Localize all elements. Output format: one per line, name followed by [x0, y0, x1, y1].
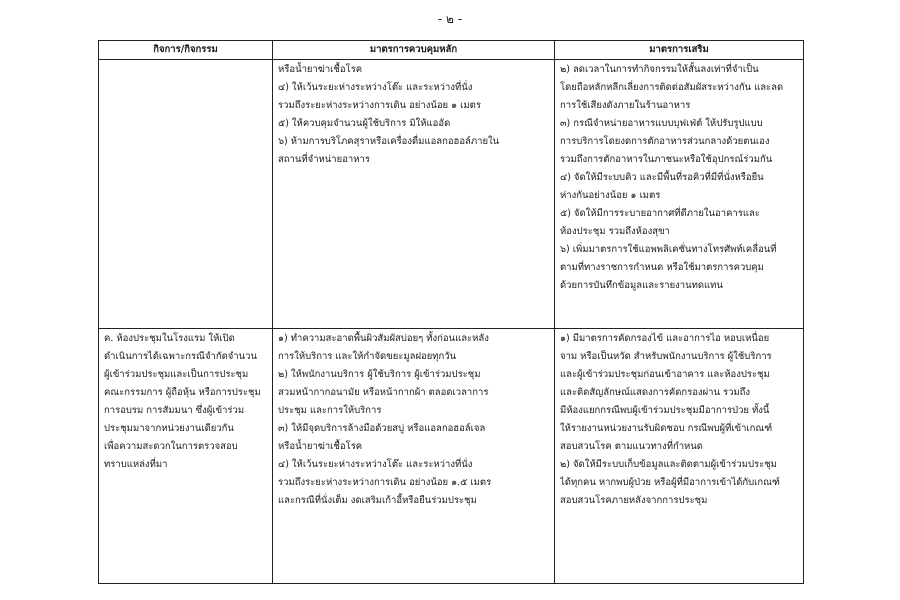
text-line: จาม หรือเป็นหวัด สำหรับพนักงานบริการ ผู้ใช้บริการ — [560, 351, 772, 362]
text-line: ๔) ให้เว้นระยะห่างระหว่างโต๊ะ และระหว่างที่นั่ง — [278, 459, 473, 470]
text-line: ทราบแหล่งที่มา — [104, 459, 168, 470]
text-line: ๒) จัดให้มีระบบเก็บข้อมูลและติดตามผู้เข้าร่วมประชุม — [560, 459, 777, 470]
text-line: ๑) มีมาตรการคัดกรองไข้ และอาการไอ หอบเหนื่อย — [560, 333, 770, 344]
text-line: ประชุม และการให้บริการ — [278, 405, 382, 416]
text-line: คณะกรรมการ ผู้ถือหุ้น หรือการประชุม — [104, 387, 261, 398]
text-line: รวมถึงระยะห่างระหว่างการเดิน อย่างน้อย ๑ เมตร — [278, 100, 481, 111]
text-line: ห่างกันอย่างน้อย ๑ เมตร — [560, 190, 661, 201]
text-line: และกรณีที่นั่งเต็ม งดเสริมเก้าอี้หรือยืนร่วมประชุม — [278, 495, 477, 506]
text-line: เพื่อความสะดวกในการตรวจสอบ — [104, 441, 238, 452]
text-line: ตามที่ทางราชการกำหนด หรือใช้มาตรการควบคุม — [560, 262, 764, 273]
activity-cell — [99, 60, 273, 329]
text-line: ๖) ห้ามการบริโภคสุราหรือเครื่องดื่มแอลกอฮอล์ภายใน — [278, 136, 500, 147]
text-line: หรือน้ำยาฆ่าเชื้อโรค — [278, 64, 363, 75]
text-line: ๒) ลดเวลาในการทำกิจกรรมให้สั้นลงเท่าที่จำเป็น — [560, 64, 759, 75]
text-line: สอบสวนโรค ตามแนวทางที่กำหนด — [560, 441, 703, 452]
page-number: - ๒ - — [437, 12, 463, 26]
text-line: รวมถึงการตักอาหารในภาชนะหรือใช้อุปกรณ์ร่วมกัน — [560, 154, 773, 165]
header-main-measures: มาตรการควบคุมหลัก — [273, 41, 555, 60]
header-additional-measures: มาตรการเสริม — [555, 41, 804, 60]
text-line: ผู้เข้าร่วมประชุมและเป็นการประชุม — [104, 369, 249, 380]
text-line: หรือน้ำยาฆ่าเชื้อโรค — [278, 441, 363, 452]
text-line: และผู้เข้าร่วมประชุมก่อนเข้าอาคาร และห้องประชุม — [560, 369, 770, 380]
main-measures-cell — [273, 329, 555, 584]
text-line: ๔) จัดให้มีระบบคิว และมีพื้นที่รอคิวที่มีที่นั่งหรือยืน — [560, 172, 764, 183]
table-row — [99, 60, 804, 329]
text-line: ๕) ให้ควบคุมจำนวนผู้ใช้บริการ มิให้แออัด — [278, 118, 451, 129]
text-line: ด้วยการบันทึกข้อมูลและรายงานทดแทน — [560, 280, 723, 291]
text-line: ๒) ให้พนักงานบริการ ผู้ใช้บริการ ผู้เข้าร่วมประชุม — [278, 369, 481, 380]
text-line: การอบรม การสัมมนา ซึ่งผู้เข้าร่วม — [104, 405, 245, 416]
text-line: ให้รายงานหน่วยงานรับผิดชอบ กรณีพบผู้ที่เข้าเกณฑ์ — [560, 423, 773, 434]
text-line: การให้บริการ และให้กำจัดขยะมูลฝอยทุกวัน — [278, 351, 457, 362]
text-line: ๕) จัดให้มีการระบายอากาศที่ดีภายในอาคารและ — [560, 208, 760, 219]
table-row — [99, 329, 804, 584]
text-line: ดำเนินการได้เฉพาะกรณีจำกัดจำนวน — [104, 351, 258, 362]
text-line: โดยถือหลักหลีกเลี่ยงการติดต่อสัมผัสระหว่างกัน และลด — [560, 82, 784, 93]
main-measures-cell — [273, 60, 555, 329]
text-line: ๓) ให้มีจุดบริการล้างมือด้วยสบู่ หรือแอลกอฮอล์เจล — [278, 423, 486, 434]
text-line: ค. ห้องประชุมในโรงแรม ให้เปิด — [104, 333, 235, 344]
table-header-row — [99, 41, 804, 60]
text-line: มีห้องแยกกรณีพบผู้เข้าร่วมประชุมมีอาการป่วย ทั้งนี้ — [560, 405, 770, 416]
text-line: ห้องประชุม รวมถึงห้องสุขา — [560, 226, 670, 237]
text-line: และติดสัญลักษณ์แสดงการคัดกรองผ่าน รวมถึง — [560, 387, 751, 398]
text-line: ๔) ให้เว้นระยะห่างระหว่างโต๊ะ และระหว่างที่นั่ง — [278, 82, 473, 93]
text-line: ประชุมมาจากหน่วยงานเดียวกัน — [104, 423, 234, 434]
text-line: การใช้เสียงดังภายในร้านอาหาร — [560, 100, 691, 111]
text-line: ได้ทุกคน หากพบผู้ป่วย หรือผู้ที่มีอาการเข้าได้กับเกณฑ์ — [560, 477, 780, 488]
additional-measures-cell — [555, 329, 804, 584]
additional-measures-cell — [555, 60, 804, 329]
header-activity: กิจการ/กิจกรรม — [99, 41, 273, 60]
text-line: ๖) เพิ่มมาตรการใช้แอพพลิเคชั่นทางโทรศัพท์เคลื่อนที่ — [560, 244, 777, 255]
text-line: สถานที่จำหน่ายอาหาร — [278, 154, 370, 165]
text-line: สวมหน้ากากอนามัย หรือหน้ากากผ้า ตลอดเวลาการ — [278, 387, 489, 398]
text-line: ๑) ทำความสะอาดพื้นผิวสัมผัสบ่อยๆ ทั้งก่อนและหลัง — [278, 333, 489, 344]
text-line: สอบสวนโรคภายหลังจากการประชุม — [560, 495, 708, 506]
activity-cell — [99, 329, 273, 584]
measures-table — [98, 40, 804, 584]
text-line: การบริการโดยงดการตักอาหารส่วนกลางด้วยตนเอง — [560, 136, 770, 147]
text-line: ๓) กรณีจำหน่ายอาหารแบบบุฟเฟ่ต์ ให้ปรับรูปแบบ — [560, 118, 763, 129]
text-line: รวมถึงระยะห่างระหว่างการเดิน อย่างน้อย ๑.๕ เมตร — [278, 477, 492, 488]
